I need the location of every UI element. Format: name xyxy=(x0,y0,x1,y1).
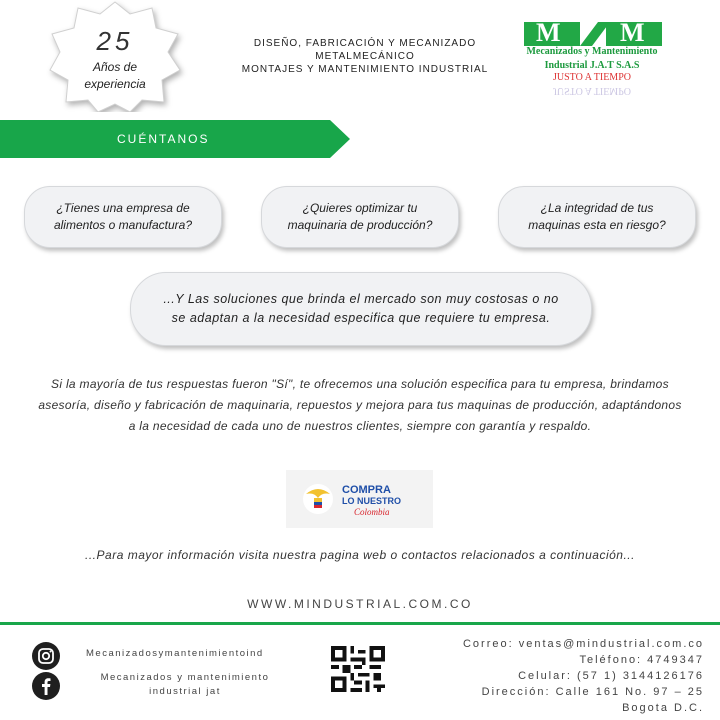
instagram-glyph-icon xyxy=(32,642,60,670)
facebook-icon[interactable] xyxy=(32,672,60,700)
question-bubble-3 xyxy=(498,186,696,248)
logo-company-line1: Mecanizados y Mantenimiento xyxy=(526,46,658,57)
question-text-2: ¿Quieres optimizar tu maquinaria de producción? xyxy=(287,201,433,232)
compra-line3: Colombia xyxy=(354,507,390,517)
instagram-handle[interactable]: Mecanizadosymantenimientoind xyxy=(86,648,264,659)
header-line-1: DISEÑO, FABRICACIÓN Y MECANIZADO xyxy=(253,38,477,49)
compra-lo-nuestro-logo xyxy=(286,470,433,528)
contact-mobile[interactable]: Celular: (57 1) 3144126176 xyxy=(518,670,704,682)
website-link[interactable]: WWW.MINDUSTRIAL.COM.CO xyxy=(247,597,473,611)
footer-divider xyxy=(0,622,720,625)
years-label-line1: Años de xyxy=(92,60,138,74)
facebook-glyph-icon xyxy=(32,672,60,700)
facebook-name-line1[interactable]: Mecanizados y mantenimiento xyxy=(100,672,270,683)
header-line-3: MONTAJES Y MANTENIMIENTO INDUSTRIAL xyxy=(241,64,489,75)
solutions-text: ...Y Las soluciones que brinda el mercado son muy costosas o no se adaptan a la necesidad especifica que requiere tu empresa. xyxy=(163,292,559,325)
banner-label: CUÉNTANOS xyxy=(117,132,210,146)
logo-company-line2: Industrial J.A.T S.A.S xyxy=(544,60,640,71)
question-bubble-2 xyxy=(261,186,459,248)
contact-email[interactable]: Correo: ventas@mindustrial.com.co xyxy=(462,638,704,650)
compra-line1: COMPRA xyxy=(342,484,391,496)
logo-slash-icon xyxy=(576,22,610,46)
cuentanos-banner xyxy=(0,120,350,158)
question-bubble-1 xyxy=(24,186,222,248)
logo-tagline: JUSTO A TIEMPO xyxy=(553,72,631,83)
compra-line2: LO NUESTRO xyxy=(342,496,402,506)
question-text-1: ¿Tienes una empresa de alimentos o manufactura? xyxy=(53,201,193,232)
instagram-icon[interactable] xyxy=(32,642,60,670)
more-info-text: ...Para mayor información visita nuestra pagina web o contactos relacionados a continuación... xyxy=(85,548,635,562)
experience-badge xyxy=(40,0,190,112)
question-text-3: ¿La integridad de tus maquinas esta en riesgo? xyxy=(528,201,666,232)
solutions-bubble xyxy=(130,272,592,346)
condor-emblem-icon xyxy=(300,480,336,518)
facebook-name-line2[interactable]: industrial jat xyxy=(149,686,221,697)
contact-address: Dirección: Calle 161 No. 97 – 25 xyxy=(481,686,704,698)
contact-city: Bogota D.C. xyxy=(622,702,704,714)
logo-tagline-reflection: JUSTO A TIEMPO xyxy=(553,85,631,96)
qr-code-icon xyxy=(330,646,386,692)
logo-letter-right: M xyxy=(620,18,645,47)
company-logo xyxy=(512,18,672,108)
contact-phone[interactable]: Teléfono: 4749347 xyxy=(579,654,704,666)
years-label-line2: experiencia xyxy=(84,77,146,91)
logo-letter-left: M xyxy=(536,18,561,47)
header-line-2: METALMECÁNICO xyxy=(315,51,415,62)
years-number: 25 xyxy=(96,26,134,56)
offer-paragraph: Si la mayoría de tus respuestas fueron "Sí", te ofrecemos una solución especifica para tu empresa, brindamos asesoría, diseño y fabricación de maquinaria, repuestos y mejora para tus maquinas de producción, adaptándonos a la necesidad de cada uno de nuestros clientes, siempre con garantía y respaldo. xyxy=(38,377,682,433)
